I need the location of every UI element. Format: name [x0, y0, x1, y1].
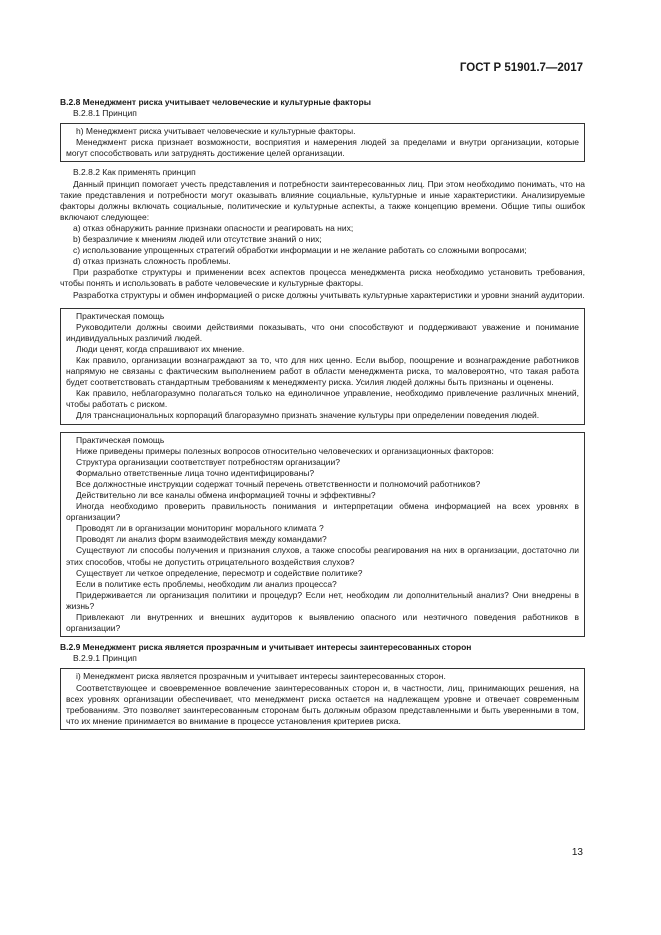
question-item: Проводят ли в организации мониторинг морального климата ? [76, 523, 324, 534]
box-title: Практическая помощь [76, 310, 165, 321]
subsection-heading: B.2.9.1 Принцип [73, 653, 137, 664]
box-paragraph: i) Менеджмент риска является прозрачным и учитывает интересы заинтересованных сторон. [76, 671, 446, 682]
question-item: Действительно ли все каналы обмена информацией точны и эффективны? [76, 490, 376, 500]
paragraph: При разработке структуры и применении всех аспектов процесса менеджмента риска необходимо установить требования, чтобы понять и использовать в работе человеческие и культурные факторы. [60, 267, 585, 289]
box-paragraph: Ниже приведены примеры полезных вопросов относительно человеческих и организационных факторов: [76, 445, 494, 456]
principle-box [60, 668, 585, 729]
box-paragraph: Как правило, неблагоразумно полагаться только на единоличное управление, необходимо привлечение различных мнений, чтобы работать с риском. [66, 388, 579, 410]
question-item: Формально ответственные лица точно идентифицированы? [76, 467, 315, 478]
question-item: Привлекают ли внутренних и внешних аудиторов к выявлению опасного или неэтичного поведения работников в организации? [66, 612, 579, 634]
box-paragraph: Менеджмент риска признает возможности, восприятия и намерения людей за пределами и внутри организации, которые могут способствовать или затруднять достижение целей организации. [66, 137, 579, 159]
box-paragraph: h) Менеджмент риска учитывает человеческие и культурные факторы. [76, 126, 356, 137]
page-number: 13 [571, 847, 583, 858]
question-item: Проводят ли анализ форм взаимодействия между командами? [76, 534, 327, 545]
box-paragraph: Для транснациональных корпораций благоразумно признать значение культуры при определении поведения людей. [76, 410, 540, 421]
standard-number: ГОСТ Р 51901.7—2017 [459, 62, 583, 74]
question-item: Если в политике есть проблемы, необходим ли анализ процесса? [76, 578, 337, 589]
box-paragraph: Руководители должны своими действиями показывать, что они способствуют и поддерживают уважение и понимание индивидуальных различий людей. [66, 321, 579, 343]
box-paragraph: Соответствующее и своевременное вовлечение заинтересованных сторон и, в частности, лиц, принимающих решения, на всех уровнях организации обеспечивает, что менеджмент риска остается на надлежащем уровне и отвечает современным требованиям. Это позволяет заинтересованным сторонам быть должным образом представленными и быть уверенными в том, что их мнение принимается во внимание в процессе установления критериев риска. [66, 682, 579, 726]
box-title: Практическая помощь [76, 434, 165, 445]
subsection-heading: B.2.8.1 Принцип [73, 108, 137, 119]
box-paragraph: Как правило, организации вознаграждают за то, что для них ценно. Если выбор, поощрение и вознаграждение работников напрямую не связаны с фактическим выполнением работ в области менеджмента риска, то маловероятно, что такая работа будет соответствовать стандартным требованиям к менеджменту риска. Усилия людей должны быть признаны и оценены. [66, 354, 579, 388]
list-item: b) безразличие к мнениям людей или отсутствие знаний о них; [73, 234, 322, 245]
question-item: Существует ли четкое определение, пересмотр и содействие политике? [76, 567, 363, 578]
question-item: Существуют ли способы получения и признания слухов, а также способы реагирования на них в организации, достаточно ли этих способов, чтобы не допустить отрицательного воздействия слухов? [66, 545, 579, 567]
box-paragraph: Люди ценят, когда спрашивают их мнение. [76, 343, 245, 354]
list-item: d) отказ признать сложность проблемы. [73, 256, 231, 267]
question-item: Структура организации соответствует потребностям организации? [76, 456, 340, 467]
subsection-heading: B.2.8.2 Как применять принцип [73, 167, 196, 178]
section-heading: B.2.9 Менеджмент риска является прозрачным и учитывает интересы заинтересованных сторон [60, 642, 472, 653]
list-item: c) использование упрощенных стратегий обработки информации и не желание работать со сложными вопросами; [73, 245, 527, 256]
principle-box [60, 123, 585, 162]
question-item: Все должностные инструкции содержат точный перечень ответственности и полномочий работников? [76, 478, 481, 489]
practical-help-box [60, 432, 585, 638]
practical-help-box [60, 308, 585, 425]
section-heading: B.2.8 Менеджмент риска учитывает человеческие и культурные факторы [60, 97, 371, 107]
list-item: a) отказ обнаружить ранние признаки опасности и реагировать на них; [73, 222, 354, 233]
paragraph: Данный принцип помогает учесть представления и потребности заинтересованных лиц. При этом необходимо понимать, что на такие представления и потребности могут оказывать влияние социальные, культурные и иные характеристики. Анализируемые факторы должны включать социальные, политические и культурные аспекты, а также концепцию времени. Общие типы ошибок включают следующее: [60, 178, 585, 222]
paragraph: Разработка структуры и обмен информацией о риске должны учитывать культурные характеристики и уровни знаний аудитории. [73, 289, 585, 300]
page-content [60, 97, 585, 735]
question-item: Придерживается ли организация политики и процедур? Если нет, необходим ли дополнительный анализ? Они внедрены в жизнь? [66, 589, 579, 611]
question-item: Иногда необходимо проверить правильность понимания и интерпретации обмена информацией на всех уровнях в организации? [66, 501, 579, 523]
